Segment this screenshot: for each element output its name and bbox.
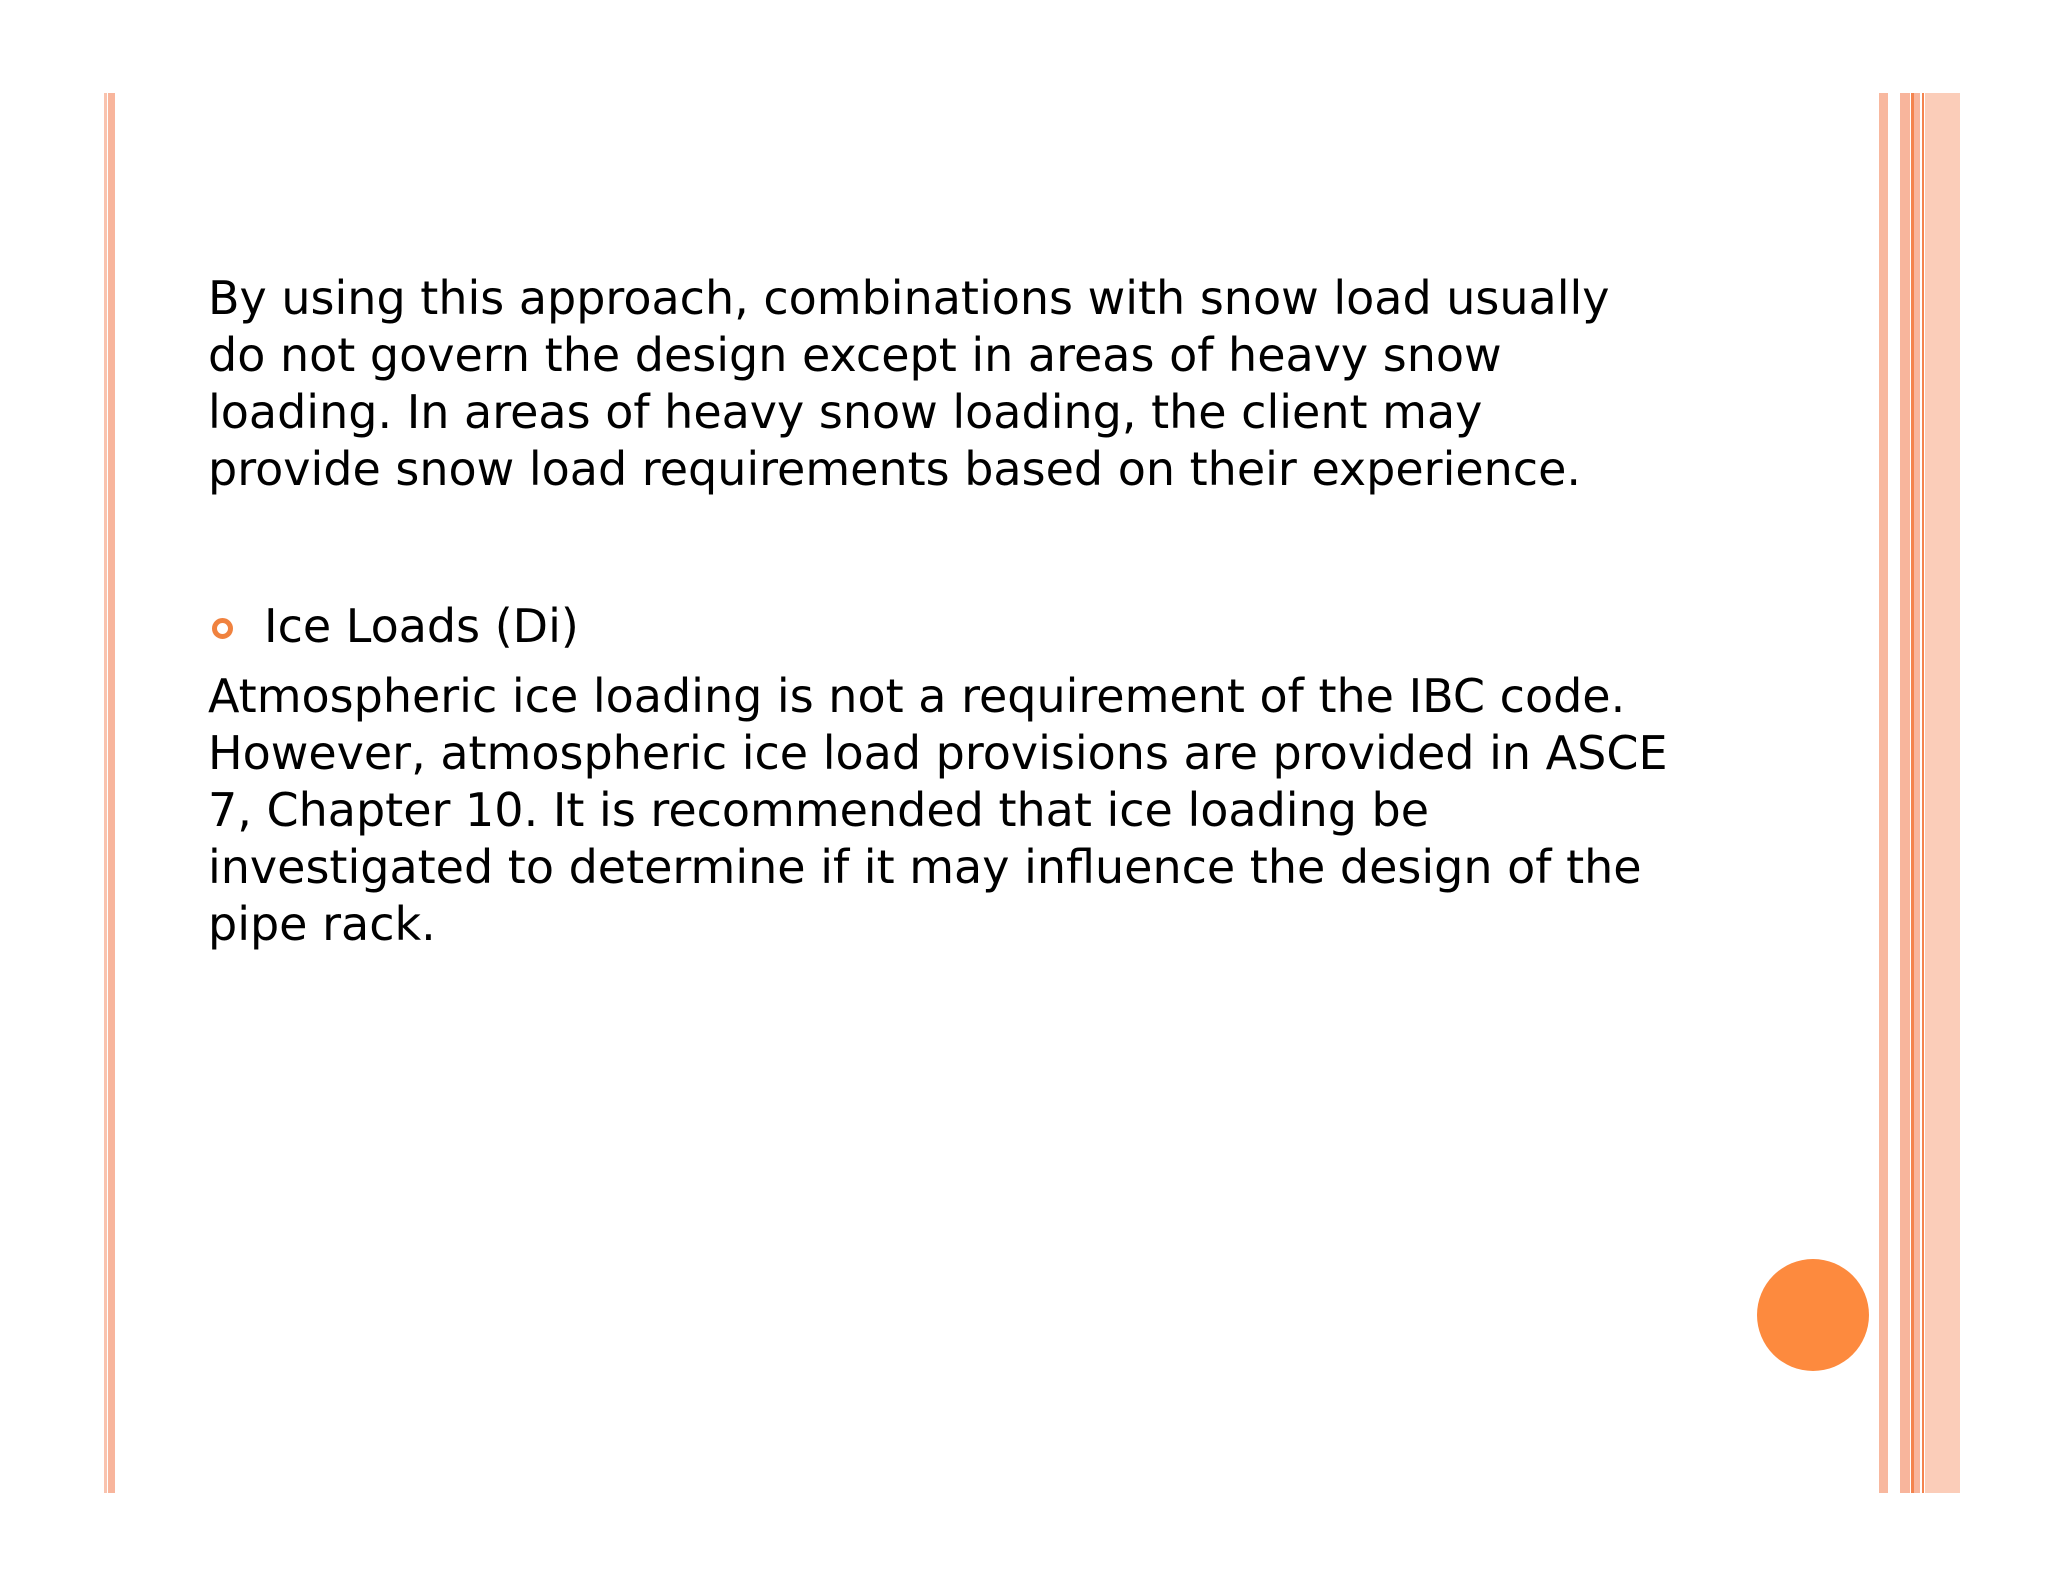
right-border-stripe [1914, 93, 1920, 1493]
paragraph-line: loading. In areas of heavy snow loading, the client may [208, 385, 1483, 439]
paragraph-line: By using this approach, combinations with snow load usually [208, 271, 1610, 325]
paragraph-line: pipe rack. [208, 897, 436, 951]
ice-load-paragraph [208, 668, 1708, 953]
snow-load-paragraph [208, 270, 1708, 498]
paragraph-line: investigated to determine if it may influence the design of the [208, 840, 1642, 894]
paragraph-line: 7, Chapter 10. It is recommended that ice loading be [208, 783, 1430, 837]
bullet-item-ice-loads [208, 598, 1708, 655]
left-border-bar [108, 93, 115, 1493]
bullet-heading: Ice Loads (Di) [264, 599, 579, 653]
left-border-line [104, 93, 107, 1493]
slide-content [208, 270, 1708, 953]
paragraph-line: provide snow load requirements based on their experience. [208, 442, 1582, 496]
decorative-circle-icon [1757, 1259, 1869, 1371]
paragraph-line: However, atmospheric ice load provisions are provided in ASCE [208, 726, 1668, 780]
paragraph-line: Atmospheric ice loading is not a requirement of the IBC code. [208, 669, 1626, 723]
right-border-stripe [1900, 93, 1910, 1493]
right-border-band [1925, 93, 1960, 1493]
right-border-stripe [1879, 93, 1888, 1493]
paragraph-line: do not govern the design except in areas of heavy snow [208, 328, 1502, 382]
ring-bullet-icon [212, 618, 233, 639]
right-border-line [1922, 93, 1924, 1493]
